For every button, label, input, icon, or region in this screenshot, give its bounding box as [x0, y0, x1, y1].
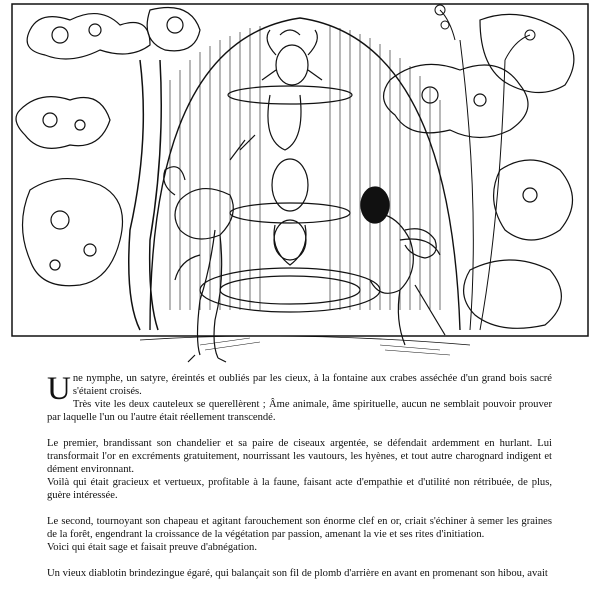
- drop-cap: U: [47, 371, 71, 407]
- satyr-figure: [164, 135, 255, 362]
- paragraph-4: [47, 567, 552, 580]
- paragraph-line: Voilà qui était gracieux et vertueux, profitable à la faune, faisant acte d'empathie et d'utilité non rétribuée, de plus, guère intéressée.: [47, 477, 552, 501]
- grove-hatching: [170, 26, 440, 310]
- paragraph-line: ne nymphe, un satyre, éreintés et oubliés par les cieux, à la fontaine aux crabes asséchée d'un grand bois sacré s'étaient croisés.: [72, 373, 552, 397]
- tree-trunk-left: [129, 60, 144, 330]
- ground-line: [140, 336, 470, 345]
- paragraph-2: [47, 437, 552, 502]
- paragraph-line: Le second, tournoyant son chapeau et agitant farouchement son énorme clef en or, criait s'échiner à semer les graines de la forêt, engendrant la croissance de la végétation par passion, amenant la vie et ses rites d'initiation.: [47, 516, 552, 540]
- paragraph-line: Voici qui était sage et faisait preuve d'abnégation.: [47, 542, 257, 553]
- paragraph-line: Le premier, brandissant son chandelier et sa paire de ciseaux argentée, se défendait ardemment en hurlant. Lui transformait l'or en excréments gratuitement, nourrissant les vautours, les hyènes, et tout autre charognard indigent et dément environnant.: [47, 438, 552, 475]
- story-text: [47, 372, 552, 580]
- nymph-figure: [361, 187, 445, 345]
- paragraph-line: Un vieux diablotin brindezingue égaré, qui balançait son fil de plomb d'arrière en avant en promenant son hibou, avait: [47, 568, 548, 579]
- paragraph-3: [47, 515, 552, 554]
- grove-dome: [150, 18, 460, 330]
- paragraph-1: [47, 372, 552, 424]
- fountain: [200, 30, 380, 312]
- illustration-frame: [12, 4, 588, 336]
- cloud-swirls-right: [384, 14, 574, 328]
- paragraph-line: Très vite les deux cauteleux se querellèrent ; Âme animale, âme spirituelle, aucun ne semblait pouvoir prouver par laquelle l'un ou l'autre était réellement transcendé.: [47, 399, 552, 423]
